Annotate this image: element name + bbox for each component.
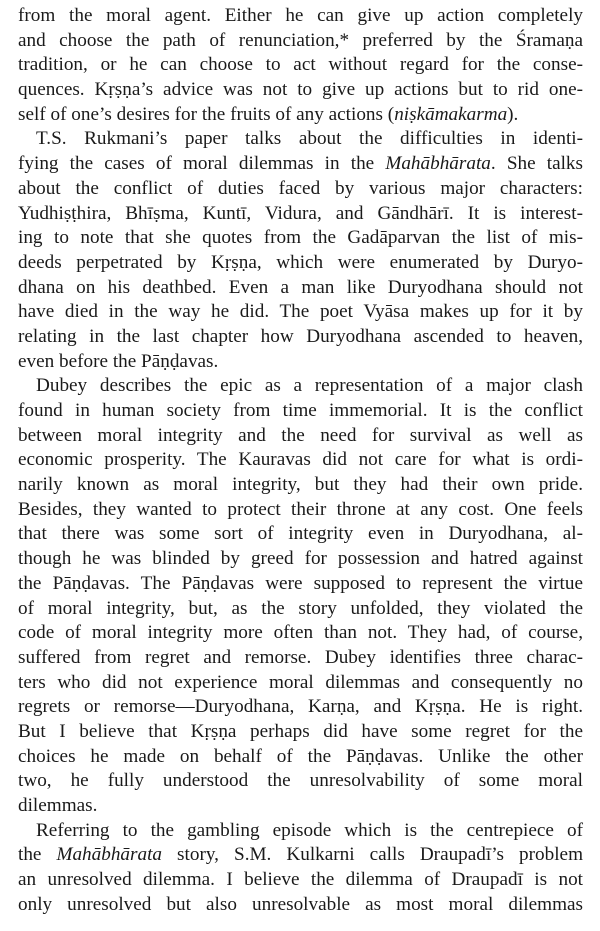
text-line <box>18 745 583 770</box>
text-line <box>18 448 583 473</box>
text-segment: and choose the path of renunciation,* preferred by the Śramaṇa <box>18 29 583 51</box>
text-segment: choices he made on behalf of the Pāṇḍavas. Unlike the other <box>18 745 583 767</box>
text-line <box>18 350 583 375</box>
text-segment: an unresolved dilemma. I believe the dilemma of Draupadī is not <box>18 869 583 891</box>
text-line <box>18 251 583 276</box>
text-segment: tradition, or he can choose to act without regard for the conse- <box>18 54 583 76</box>
text-segment: Yudhiṣṭhira, Bhīṣma, Kuntī, Vidura, and Gāndhārī. It is interest- <box>18 202 583 224</box>
text-line <box>18 843 583 868</box>
text-segment: have died in the way he did. The poet Vyāsa makes up for it by <box>18 301 583 323</box>
text-line <box>18 4 583 29</box>
text-segment: Referring to the gambling episode which is the centrepiece of <box>36 819 583 841</box>
text-segment: fying the cases of moral dilemmas in the <box>18 153 386 175</box>
body-text <box>18 4 583 917</box>
text-segment: . She talks <box>490 153 583 175</box>
text-line <box>18 424 583 449</box>
italic-text: niṣkāmakarma <box>394 103 508 125</box>
text-line <box>18 646 583 671</box>
text-line <box>18 325 583 350</box>
text-line <box>18 300 583 325</box>
text-segment: self of one’s desires for the fruits of any actions ( <box>18 103 395 125</box>
italic-text: Mahābhārata <box>56 844 163 866</box>
text-segment: only unresolved but also unresolvable as most moral dilemmas <box>18 893 583 915</box>
text-segment: story, S.M. Kulkarni calls Draupadī’s problem <box>162 844 583 866</box>
text-segment: dilemmas. <box>18 795 98 816</box>
text-line <box>18 53 583 78</box>
text-segment: relating in the last chapter how Duryodhana ascended to heaven, <box>18 325 583 347</box>
text-segment: ). <box>507 103 519 125</box>
text-line <box>18 522 583 547</box>
text-segment: But I believe that Kṛṣṇa perhaps did have some regret for the <box>18 720 583 742</box>
text-line <box>18 671 583 696</box>
text-segment: the Pāṇḍavas. The Pāṇḍavas were supposed to represent the virtue <box>18 572 583 594</box>
text-line <box>18 597 583 622</box>
text-segment: two, he fully understood the unresolvability of some moral <box>18 770 583 792</box>
text-line <box>18 374 583 399</box>
text-segment: regrets or remorse—Duryodhana, Karṇa, and Kṛṣṇa. He is right. <box>18 696 583 718</box>
text-segment: between moral integrity and the need for survival as well as <box>18 424 583 446</box>
text-segment: suffered from regret and remorse. Dubey identifies three charac- <box>18 646 583 668</box>
text-segment: about the conflict of duties faced by various major characters: <box>18 177 583 199</box>
text-line <box>18 29 583 54</box>
text-line <box>18 893 583 918</box>
paragraph <box>18 374 583 818</box>
italic-text: Mahābhārata <box>385 153 491 175</box>
text-segment: code of moral integrity more often than not. They had, of course, <box>18 622 583 644</box>
text-line <box>18 399 583 424</box>
text-segment: ing to note that she quotes from the Gadāparvan the list of mis- <box>18 227 583 249</box>
text-segment: dhana on his deathbed. Even a man like Duryodhana should not <box>18 276 583 298</box>
paragraph <box>18 819 583 918</box>
paragraph <box>18 127 583 374</box>
text-line <box>18 127 583 152</box>
text-segment: even before the Pāṇḍavas. <box>18 350 219 372</box>
text-line <box>18 498 583 523</box>
text-segment: though he was blinded by greed for possession and hatred against <box>18 548 583 570</box>
text-segment: deeds perpetrated by Kṛṣṇa, which were enumerated by Duryo- <box>18 251 583 273</box>
text-line <box>18 152 583 177</box>
text-line <box>18 794 583 819</box>
text-segment: the <box>18 844 57 866</box>
text-segment: Dubey describes the epic as a representation of a major clash <box>36 375 583 397</box>
text-segment: that there was some sort of integrity even in Duryodhana, al- <box>18 523 583 545</box>
text-segment: found in human society from time immemorial. It is the conflict <box>18 400 583 421</box>
text-segment: ters who did not experience moral dilemmas and consequently no <box>18 671 583 693</box>
text-line <box>18 226 583 251</box>
text-segment: from the moral agent. Either he can give up action completely <box>18 5 583 26</box>
text-segment: of moral integrity, but, as the story unfolded, they violated the <box>18 597 583 619</box>
text-line <box>18 695 583 720</box>
text-line <box>18 177 583 202</box>
text-line <box>18 868 583 893</box>
text-line <box>18 78 583 103</box>
text-line <box>18 720 583 745</box>
text-line <box>18 769 583 794</box>
text-segment: quences. Kṛṣṇa’s advice was not to give up actions but to rid one- <box>18 79 583 101</box>
paragraph <box>18 4 583 127</box>
text-line <box>18 572 583 597</box>
text-segment: Besides, they wanted to protect their throne at any cost. One feels <box>18 498 583 520</box>
text-segment: T.S. Rukmani’s paper talks about the difficulties in identi- <box>36 128 583 150</box>
text-line <box>18 473 583 498</box>
text-segment: narily known as moral integrity, but they had their own pride. <box>18 474 583 496</box>
text-line <box>18 276 583 301</box>
text-line <box>18 547 583 572</box>
text-segment: economic prosperity. The Kauravas did not care for what is ordi- <box>18 449 583 471</box>
text-line <box>18 202 583 227</box>
text-line <box>18 621 583 646</box>
text-line <box>18 819 583 844</box>
text-line <box>18 103 583 128</box>
